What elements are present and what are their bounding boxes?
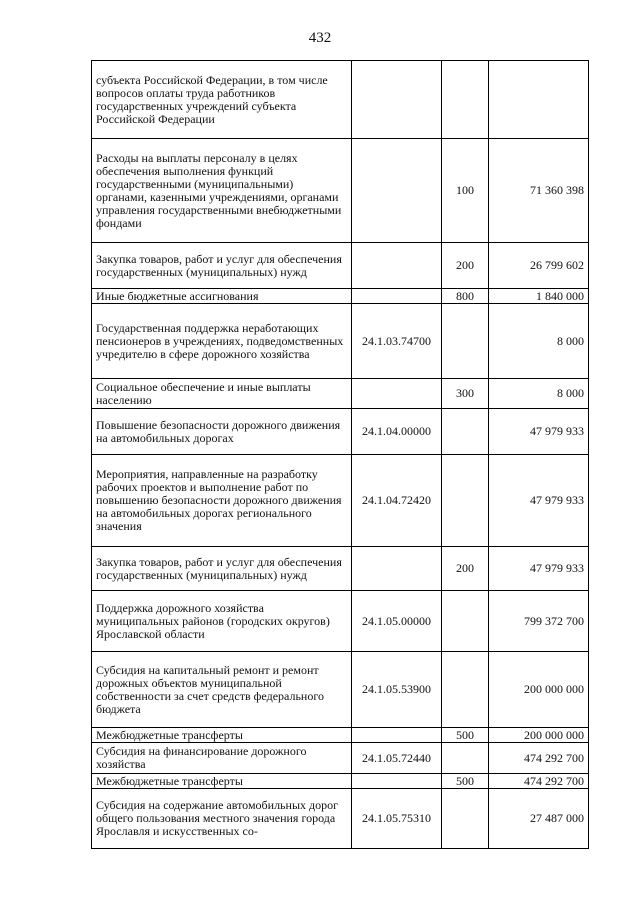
row-amount-cell: 799 372 700 — [489, 591, 589, 652]
table-row — [92, 139, 589, 243]
row-code-cell — [352, 728, 442, 743]
row-expense-type-cell — [442, 743, 489, 774]
row-code-cell: 24.1.05.53900 — [352, 652, 442, 728]
row-expense-type-cell — [442, 409, 489, 455]
row-expense-type-cell — [442, 652, 489, 728]
row-name-cell: Мероприятия, направленные на разработку рабочих проектов и выполнение работ по повышению безопасности дорожного движения на автомобильных дорогах регионального значения — [92, 455, 352, 547]
row-amount-cell: 47 979 933 — [489, 455, 589, 547]
row-name-cell: Расходы на выплаты персоналу в целях обеспечения выполнения функций государственными (муниципальными) органами, казенными учреждениями, органами управления государственными внебюджетными фондами — [92, 139, 352, 243]
table-row — [92, 728, 589, 743]
row-code-cell — [352, 379, 442, 409]
row-expense-type-cell: 800 — [442, 289, 489, 304]
table-row — [92, 743, 589, 774]
row-amount-cell: 200 000 000 — [489, 652, 589, 728]
row-name-cell: Межбюджетные трансферты — [92, 728, 352, 743]
row-name-cell: Субсидия на финансирование дорожного хозяйства — [92, 743, 352, 774]
table-row — [92, 774, 589, 789]
row-code-cell: 24.1.04.72420 — [352, 455, 442, 547]
row-amount-cell: 474 292 700 — [489, 774, 589, 789]
row-name-cell: Закупка товаров, работ и услуг для обеспечения государственных (муниципальных) нужд — [92, 547, 352, 591]
page-number: 432 — [308, 30, 332, 46]
row-code-cell — [352, 289, 442, 304]
row-amount-cell: 47 979 933 — [489, 409, 589, 455]
table-row — [92, 789, 589, 849]
row-expense-type-cell: 500 — [442, 774, 489, 789]
row-name-cell: Государственная поддержка неработающих пенсионеров в учреждениях, подведомственных учредителю в сфере дорожного хозяйства — [92, 304, 352, 379]
row-name-cell: Иные бюджетные ассигнования — [92, 289, 352, 304]
row-name-cell: Поддержка дорожного хозяйства муниципальных районов (городских округов) Ярославской области — [92, 591, 352, 652]
row-amount-cell: 47 979 933 — [489, 547, 589, 591]
table-row — [92, 547, 589, 591]
row-amount-cell: 200 000 000 — [489, 728, 589, 743]
row-expense-type-cell — [442, 455, 489, 547]
row-name-cell: Субсидия на содержание автомобильных дорог общего пользования местного значения города Ярославля и искусственных со- — [92, 789, 352, 849]
budget-table — [91, 60, 589, 849]
table-row — [92, 591, 589, 652]
table-row — [92, 409, 589, 455]
row-amount-cell: 26 799 602 — [489, 243, 589, 289]
table-row — [92, 379, 589, 409]
row-code-cell: 24.1.03.74700 — [352, 304, 442, 379]
row-name-cell: Закупка товаров, работ и услуг для обеспечения государственных (муниципальных) нужд — [92, 243, 352, 289]
row-expense-type-cell — [442, 304, 489, 379]
row-code-cell: 24.1.04.00000 — [352, 409, 442, 455]
row-name-cell: Субсидия на капитальный ремонт и ремонт дорожных объектов муниципальной собственности за счет средств федерального бюджета — [92, 652, 352, 728]
row-expense-type-cell: 200 — [442, 547, 489, 591]
table-row — [92, 243, 589, 289]
row-name-cell: Межбюджетные трансферты — [92, 774, 352, 789]
row-code-cell — [352, 547, 442, 591]
row-amount-cell: 8 000 — [489, 304, 589, 379]
row-code-cell: 24.1.05.75310 — [352, 789, 442, 849]
row-code-cell: 24.1.05.00000 — [352, 591, 442, 652]
table-row — [92, 652, 589, 728]
row-amount-cell: 8 000 — [489, 379, 589, 409]
table-row — [92, 61, 589, 139]
row-expense-type-cell: 200 — [442, 243, 489, 289]
row-expense-type-cell: 100 — [442, 139, 489, 243]
row-expense-type-cell: 500 — [442, 728, 489, 743]
row-amount-cell: 27 487 000 — [489, 789, 589, 849]
row-code-cell — [352, 243, 442, 289]
row-code-cell — [352, 61, 442, 139]
row-code-cell — [352, 774, 442, 789]
row-amount-cell: 474 292 700 — [489, 743, 589, 774]
table-row — [92, 289, 589, 304]
table-row — [92, 455, 589, 547]
row-expense-type-cell — [442, 61, 489, 139]
row-amount-cell — [489, 61, 589, 139]
row-code-cell — [352, 139, 442, 243]
row-name-cell: Социальное обеспечение и иные выплаты населению — [92, 379, 352, 409]
row-name-cell: Повышение безопасности дорожного движения на автомобильных дорогах — [92, 409, 352, 455]
table-row — [92, 304, 589, 379]
row-expense-type-cell — [442, 591, 489, 652]
row-expense-type-cell — [442, 789, 489, 849]
row-amount-cell: 1 840 000 — [489, 289, 589, 304]
row-expense-type-cell: 300 — [442, 379, 489, 409]
row-name-cell: субъекта Российской Федерации, в том числе вопросов оплаты труда работников государственных учреждений субъекта Российской Федерации — [92, 61, 352, 139]
row-code-cell: 24.1.05.72440 — [352, 743, 442, 774]
row-amount-cell: 71 360 398 — [489, 139, 589, 243]
